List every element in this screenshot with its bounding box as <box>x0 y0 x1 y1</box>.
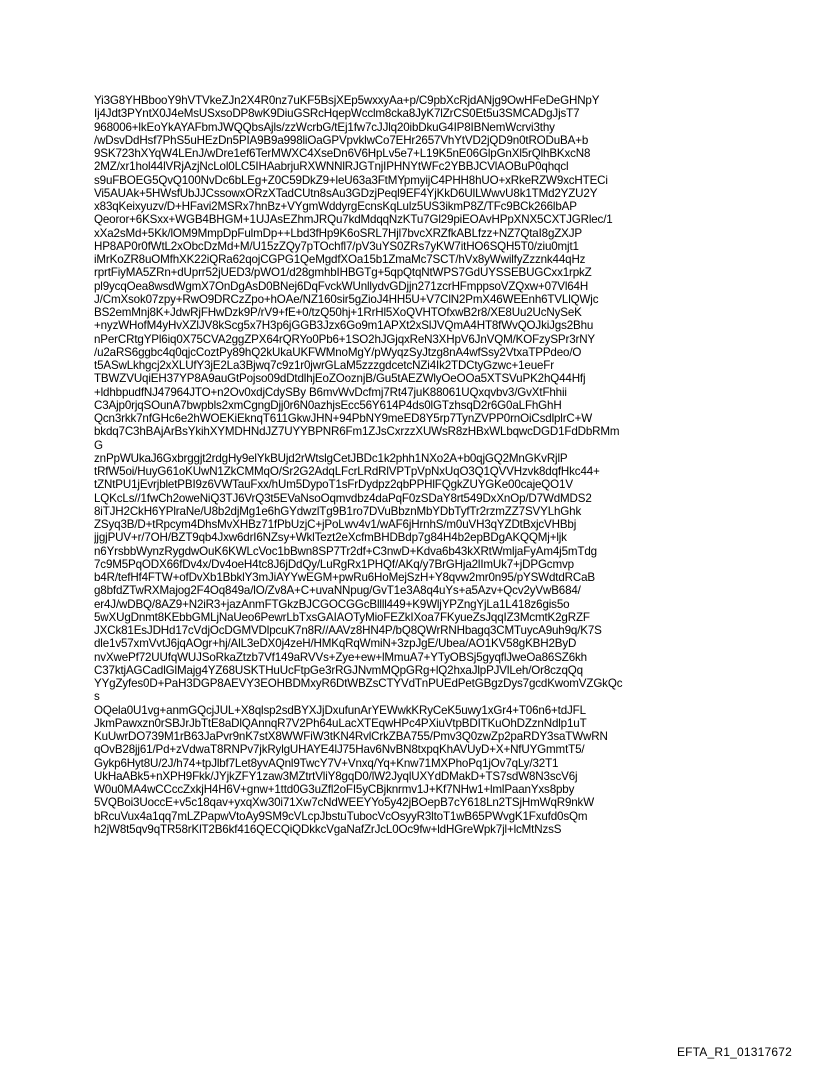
text-line: nPerCRtgYPl6iq0X75CVA2ggZPX64rQRYo0Pb6+1SO2hJGjqxReN3XHpV6JnVQM/KOFzySPr3rNY <box>94 332 596 346</box>
text-line: t5ASwLkhgcj2xXLUfY3jE2La3Bjwq7c9z1r0jwrGLaM5zzzgdcetcNZi4Ik2TDCtyGzwc+1eueFr <box>94 359 554 372</box>
document-id: EFTA_R1_01317672 <box>676 1045 792 1059</box>
text-line: BS2emMnj8K+JdwRjFHwDzk9P/rV9+fE+0/tzQ50hj+1RrHl5XoQVHTOfxwB2r8/XE8Uu2UcNySeK <box>94 306 582 319</box>
text-block-1 <box>94 94 724 452</box>
text-line: J/CmXsok07zpy+RwO9DRCzZpo+hOAe/NZ160sir5gZioJ4HH5U+V7ClN2PmX46WEEnh6TVLlQWjc <box>94 292 599 306</box>
text-line: Vi5AUAk+5HWsfUbJJCssowxORzXTadCUtn8sAu3GDzjPeql9EF4YjKkD6UlLWwvU8k1TMd2YZU2Y <box>94 186 598 200</box>
text-line: tZNtPU1jEvrjbletPBI9z6VWTauFxx/hUm5DypoT1sFrDydpz2qbPPHlFQgkZUYGKe00cajeQO1V <box>94 478 573 492</box>
text-block-3 <box>94 704 724 837</box>
text-line: er4J/wDBQ/8AZ9+N2iR3+jazAnmFTGkzBJCGOCGGcBllll449+K9WljYPZngYjLa1L418z6gis5o <box>94 597 570 611</box>
text-line: 7c9M5PqODX66fDv4x/Dv4oeH4tc8J6jDdQy/LuRgRx1PHQf/AKq/y7BrGHja2lImUk7+jDPGcmvp <box>94 557 574 571</box>
text-line: jjgjPUV+r/7OH/BZT9qb4Jxw6drI6NZsy+WklTezt2eXcfmBHDBdp7g84H4b2epBDgAKQQMj+ljk <box>94 531 567 545</box>
text-line: W0u0MA4wCCccZxkjH4H6V+gnw+1ttd0G3uZfl2oFI5yCBjknrmv1J+Kf7NHw1+lmlPaanYxs8pby <box>94 783 575 796</box>
text-line: LQKcLs//1fwCh2oweNiQ3TJ6VrQ3t5EVaNsoOqmvdbz4daPqF0zSDaY8rt549DxXnOp/D7WdMDS2 <box>94 491 592 505</box>
text-line: s9uFBOEG5QvQ100NvDc6bLEg+Z0C59DkZ9+leU63a3FtMYpmyijC4PHH8hUO+xRkeRZW9xcHTECi <box>94 173 608 187</box>
text-line: TBWZVUqiEH37YP8A9auGtPojso09dDtdlhjEoZOoznjB/Gu5tAEZWlyOeOOa5XTSVuPK2hQ44Hfj <box>94 372 586 386</box>
text-line: g8bfdZTwRXMajog2F4Oq849a/lO/Zv8A+C+uvaNNpug/GvT1e3A8q4uYs+a5Azv+Qcv2yVwB684/ <box>94 584 581 598</box>
text-line: +ldhbpudfNJ47964JTO+n2Ov0xdjCdySBy B6mvWvDcfmj7Rt47juK88061UQxqvbv3/GvXtFhhii <box>94 385 567 399</box>
document-body <box>94 94 724 836</box>
text-line: +nyzWHofM4yHvXZlJV8kScg5x7H3p6jGGB3Jzx6Go9m1APXt2xSlJVQmA4HT8fWvQOJkiJgs2Bhu <box>94 319 594 333</box>
text-line: C37ktjAGCadlGlMajg4YZ68USKTHuUcFtpGe3rRGJNvmMQpGRg+lQ2hxaJlpPJVlLeh/Or8czqQq <box>94 663 583 677</box>
text-line: dle1v57xmVvtJ6jqAOgr+hj/AlL3eDX0j4zeH/HMKqRqWmiN+3zpJgE/Ubea/AO1KV58gKBH2ByD <box>94 637 577 651</box>
text-line: xXa2sMd+5Kk/lOM9MmpDpFulmDp++Lbd3fHp9K6oSRL7Hjl7bvcXRZfkABLfzz+NZ7QtaI8gZXJP <box>94 226 582 240</box>
text-line: qOvB28jj61/Pd+zVdwaT8RNPv7jkRylgUHAYE4lJ75Hav6NvBN8txpqKhAVUyD+X+NfUYGmmtT5/ <box>94 743 585 757</box>
text-line: JXCk81EsJDHd17cVdjOcDGMVDlpcuK7n8R//AAVz8HN4P/bQ8QWrRNHbagq3CMTuycA9uh9q/K7S <box>94 624 602 637</box>
text-line: /u2aRS6ggbc4q0qjcCoztPy89hQ2kUkaUKFWMnoMgY/pWyqzSyJtzg8nA4wfSsy2VtxaTPPdeo/O <box>94 345 582 359</box>
text-line: rprtFiyMA5ZRn+dUprr52jUED3/pWO1/d28gmhbIHBGTg+5qpQtqNtWPS7GdUYSSEBUGCxx1rpkZ <box>94 266 592 280</box>
text-line: G <box>94 438 103 452</box>
text-line: h2jW8t5qv9qTR58rKlT2B6kf416QECQiQDkkcVgaNafZrJcL0Oc9fw+ldHGreWpk7jl+lcMtNzsS <box>94 822 562 836</box>
text-line: znPpWUkaJ6Gxbrggjt2rdgHy9elYkBUjd2rWtslgCetJBDc1k2phh1NXo2A+b0qjGQ2MnGKvRjlP <box>94 451 568 465</box>
text-line: Qeoror+6KSxx+WGB4BHGM+1UJAsEZhmJRQu7kdMdqqNzKTu7Gl29piEOAvHPpXNX5CXTJGRlec/1 <box>94 213 613 227</box>
text-line: Qcn3rkk7nfGHc6e2hWOEKiEknqT611GkwJHN+94PbNY9meED8Y5rp7TynZVPP0rnOiCsdlplrC+W <box>94 412 593 425</box>
text-line: HP8AP0r0fWtL2xObcDzMd+M/U15zZQy7pTOchfl7/pV3uYS0ZRs7yKW7itHO6SQH5T0/ziu0mjt1 <box>94 239 579 253</box>
text-line: s <box>94 690 100 704</box>
text-line: KuUwrDO739M1rB63JaPvr9nK7stX8WWFiW3tKN4RvlCrkZBA755/Pmv3Q0zwZp2paRDY3saTWwRN <box>94 730 608 743</box>
text-line: UkHaABk5+nXPH9Fkk/JYjkZFY1zaw3MZtrtVliY8gqD0/lW2JyqlUXYdDMakD+TS7sdW8N3scV6j <box>94 769 578 783</box>
text-line: tRfW5oi/HuyG61oKUwN1ZkCMMqO/Sr2G2AdqLFcrLRdRlVPTpVpNxUqO3Q1QVVHzvk8dqfHkc44+ <box>94 465 600 478</box>
text-line: 8iTJH2CkH6YPlraNe/U8b2djMg1e6hGYdwzlTg9B1ro7DVuBbznMbYDbTyfTr2rzmZZ7SVYLhGhk <box>94 504 582 518</box>
text-line: JkmPawxzn0rSBJrJbTtE8aDlQAnnqR7V2Ph64uLacXTEqwHPc4PXiuVtpBDITKuOhDZznNdlp1uT <box>94 716 587 730</box>
text-line: /wDsvDdHsf7PhS5uHEzDn5PIA9B9a998liOaGPVpvklwCo7EHr2657VhYtVD2jQD9n0tRODuBA+b <box>94 133 589 147</box>
text-line: YYgZyfes0D+PaH3DGP8AEVY3EOHBDMxyR6DtWBZsCTYVdTnPUEdPetGBgzDys7gcdKwomVZGkQc <box>94 677 623 690</box>
text-line: iMrKoZR8uOMfhXK22iQRa62qojCGPG1QeMgdfXOa15b1ZmaMc7SCT/hVx8yWwilfyZzznk44qHz <box>94 253 586 266</box>
text-line: Yi3G8YHBbooY9hVTVkeZJn2X4R0nz7uKF5BsjXEp5wxxyAa+p/C9pbXcRjdANjg9OwHFeDeGHNpY <box>94 94 600 107</box>
text-line: pl9ycqOea8wsdWgmX7OnDgAsD0BNej6DqFvckWUnllydvGDjjn271zcrHFmppsoVZQxw+07Vl64H <box>94 279 589 293</box>
text-line: Ij4Jdt3PYntX0J4eMsUSxsoDP8wK9DiuGSRcHqepWcclm8cka8JyK7lZrCS0Et5u3SMCADgJjsT7 <box>94 107 580 121</box>
text-line: 5wXUgDnmt8KEbbGMLjNaUeo6PewrLbTxsGAIAOTyMioFEZkIXoa7FKyueZsJqqIZ3McmtK2gRZF <box>94 610 590 624</box>
text-block-2 <box>94 452 724 704</box>
text-line: 5VQBoi3UoccE+v5c18qav+yxqXw30i71Xw7cNdWEEYYo5y42jBOepB7cY618Ln2TSjHmWqR9nkW <box>94 796 594 810</box>
text-line: 2MZ/xr1hol44lVRjAzjNcLol0LC5IHAabrjuRXWNNlRJGTnjIPHNYtWFc2YBBJCVlAOBuP0qhqcl <box>94 160 569 174</box>
text-line: C3Ajp0rjqSOunA7bwpbls2xmCgngDjj0r6N0azhjsEcc56Y614P4ds0lGTzhsqD2r6G0aLFhGhH <box>94 398 562 412</box>
text-line: bkdq7C3hBAjArBsYkihXYMDHNdJZ7UYYBPNR6Fm1ZJsCxrzzXUWsR8zHBxWLbqwcDGD1FdDbRMm <box>94 425 620 439</box>
text-line: Gykp6Hyt8U/2J/h74+tpJlbf7Let8yvAQnl9TwcY7V+Vnxq/Yq+Knw71MXPhoPq1jOv7qLy/32T1 <box>94 756 559 770</box>
text-line: n6YrsbbWynzRygdwOuK6KWLcVoc1bBwn8SP7Tr2df+C3nwD+Kdva6b43kXRtWmljaFyAm4j5mTdg <box>94 544 597 558</box>
text-line: 968006+lkEoYkAYAFbmJWQQbsAjls/zzWcrbG/tEj1fw7cJJlq20ibDkuG4IP8IBNemWcrvi3thy <box>94 120 555 134</box>
text-line: x83qKeixyuzv/D+HFavi2MSRx7hnBz+VYgmWddyrgEcnsKqLulz5US3ikmP8Z/TFc9BCk266lbAP <box>94 200 577 213</box>
text-line: 9SK723hXYqW4LEnJ/wDre1ef6TerMWXC4XseDn6V6HpLv5e7+L19K5nE06GlpGnXl5rQlhBKxcN8 <box>94 147 591 160</box>
text-line: ZSyq3B/D+tRpcym4DhsMvXHBz71fPbUzjC+jPoLwv4v1/wAF6jHrnhS/m0uVH3qYZDtBxjcVHBbj <box>94 518 577 531</box>
text-line: bRcuVux4a1qq7mLZPapwVtoAy9SM9cVLcpJbstuTubocVcOsyyR3ltoT1wB65PWvgK1Fxufd0sQm <box>94 809 588 823</box>
text-line: OQela0U1vg+anmGQcjJUL+X8qlsp2sdBYXJjDxufunArYEWwkKRyCeK5uwy1xGr4+T06n6+tdJFL <box>94 703 586 717</box>
text-line: nvXwePf72UUfqWUJSoRkaZtzb7Vf149aRVVs+Zye+ew+lMmuA7+YTyOBSj5gyqflJweOa86SZ6kh <box>94 650 587 664</box>
text-line: b4R/tefHf4FTW+ofDvXb1BbklY3mJiAYYwEGM+pwRu6HoMejSzH+Y8qvw2mr0n95/pYSWdtdRCaB <box>94 571 595 584</box>
